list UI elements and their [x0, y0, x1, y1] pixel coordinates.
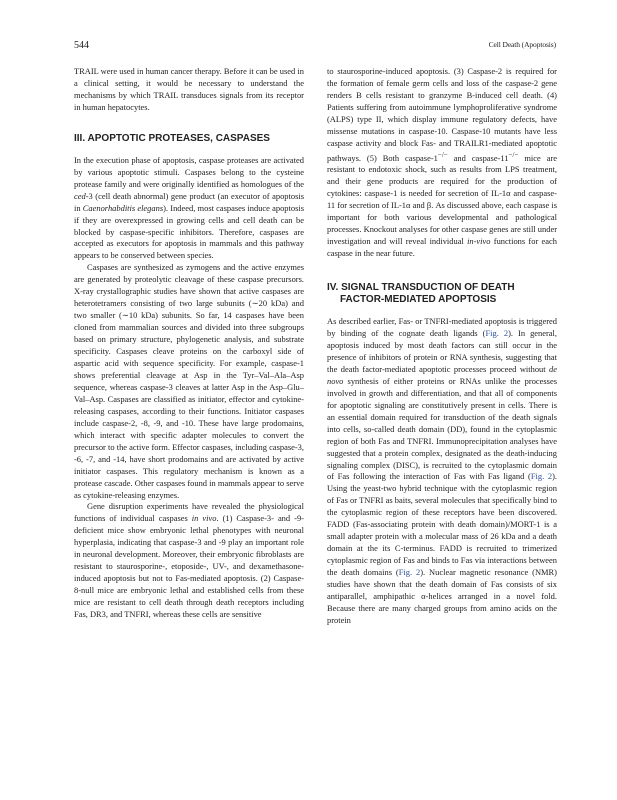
figure-2-link[interactable]: Fig. 2	[485, 328, 509, 339]
running-title: Cell Death (Apoptosis)	[488, 40, 556, 49]
section-4-heading-line-1: IV. SIGNAL TRANSDUCTION OF DEATH	[327, 282, 515, 294]
paragraph-zymogens: Caspases are synthesized as zymogens and the active enzymes are generated by proteolytic cleavage of these caspase precursors. X-ray crystallographic studies have shown that active caspases are heterotetramers consisting of two large subunits (∼20 kDa) and two smaller (∼10 kDa) subunits. So far, 14 caspases have been cloned from mammalian sources and divided into three subgroups based on primary structure, phylogenetic analysis, and substrate specificity. Caspases cleave proteins on the carboxyl side of aspartic acid with sequence specificity. For example, caspase-1 shows preferential cleavage at Asp in the Tyr–Val–Ala–Asp sequence, whereas caspase-3 cleaves at latter Asp in the Asp–Glu–Val–Asp. Caspases are classified as initiator, effector and cytokine-releasing caspases, according to their functions. Initiator caspases include caspase-2, -8, -9, and -10. These have large prodomains, which interact with specific adapter molecules to convert the precursor to the active form. Effector caspases, including caspase-3, -6, -7, and -14, have short prodomains and are activated by active initiator caspases. This regulatory mechanism is known as a protease cascade. Other caspases found in mammals appear to serve as cytokine-releasing enzymes.	[74, 262, 304, 500]
left-column	[74, 66, 304, 621]
paragraph-gene-disruption: Gene disruption experiments have revealed the physiological functions of individual caspases in vivo. (1) Caspase-3- and -9-deficient mice show embryonic lethal phenotypes with neuronal hyperplasia, indicating that caspase-3 and -9 play an important role in neuronal development. Moreover, their embryonic fibroblasts are resistant to staurosporine-, etoposide-, UV-, and dexamethasone-induced apoptosis but not to Fas-mediated apoptosis. (2) Caspase-8-null mice are embryonic lethal and established cells from these mice are resistant to cell death through death receptors including Fas, DR3, and TNFRI, whereas these cells are sensitive	[74, 501, 304, 620]
paragraph-continuation: to staurosporine-induced apoptosis. (3) Caspase-2 is required for the formation of female germ cells and loss of the caspase-2 gene renders B cells resistant to granzyme B-induced cell death. (4) Patients suffering from autoimmune lymphoproliferative syndrome (ALPS) type II, which display immune regulatory defects, have missense mutations in caspase-10. Caspase-10 mutants have less caspase activity and block Fas- and TRAILR1-mediated apoptotic pathways. (5) Both caspase-1−/− and caspase-11−/− mice are resistant to endotoxic shock, such as results from LPS treatment, and their gene products are required for the production of cytokines: caspase-1 is needed for secretion of IL-1α and caspase-11 for secretion of IL-1α and β. As discussed above, each caspase is important for both various developmental and pathological processes. Knockout analyses for other caspase genes are still under investigation and will reveal individual in-vivo functions for each caspase in the near future.	[327, 66, 558, 259]
page-number: 544	[74, 40, 89, 51]
section-4-heading-line-2: FACTOR-MEDIATED APOPTOSIS	[340, 294, 497, 306]
section-4-heading	[327, 282, 557, 306]
section-3-heading: III. APOPTOTIC PROTEASES, CASPASES	[74, 132, 270, 144]
right-column	[327, 66, 557, 627]
paragraph-execution-phase: In the execution phase of apoptosis, caspase proteases are activated by various apoptotic stimuli. Caspases belong to the cysteine protease family and were originally identified as homologues of the ced-3 (cell death abnormal) gene product (an executor of apoptosis in Caenorhabditis elegans). Indeed, most caspases induce apoptosis if they are overexpressed in growing cells and cell death can be blocked by caspase-specific inhibitors. Therefore, caspases are accepted as executors for apoptosis in mammals and this pathway appears to be conserved between species.	[74, 154, 304, 261]
intro-paragraph: TRAIL were used in human cancer therapy. Before it can be used in a clinical setting, it would be necessary to understand the mechanisms by which TRAIL transduces signals from its receptor in human hepatocytes.	[74, 66, 304, 112]
figure-2-link[interactable]: Fig. 2	[398, 567, 421, 578]
page-header	[74, 40, 556, 54]
figure-2-link[interactable]: Fig. 2	[530, 471, 553, 482]
paragraph-signal-transduction: As described earlier, Fas- or TNFRI-mediated apoptosis is triggered by binding of the cognate death ligands (Fig. 2). In general, apoptosis induced by most death factors can still occur in the presence of inhibitors of protein or RNA synthesis, suggesting that the death factor-mediated apoptotic processes proceed without de novo synthesis of either proteins or RNAs unlike the processes involved in growth and differentiation, and that all of components for apoptotic signaling are constitutively present in cells. There is an essential domain required for transduction of the death signals into cells, so-called death domain (DD), found in the cytoplasmic region of both Fas and TNFRI. Immunoprecipitation analyses have suggested that a protein complex, designated as the death-inducing signaling complex (DISC), is recruited to the cytoplasmic domain of Fas following the interaction of Fas with Fas ligand (Fig. 2). Using the yeast-two hybrid technique with the cytoplasmic region of Fas or TNFRI as baits, several molecules that specifically bind to the cytoplasmic region of these receptors have been discovered. FADD (Fas-associating protein with death domain)/MORT-1 is a small adapter protein with a molecular mass of 26 kDa and a death domain at the its C-terminus. FADD is recruited to trimerized cytoplasmic region of Fas and binds to Fas via interactions between the death domains (Fig. 2). Nuclear magnetic resonance (NMR) studies have shown that the death domain of Fas consists of six antiparallel, amphipathic α-helices arranged in a novel fold. Because there are many charged groups from amino acids on the protein	[327, 316, 557, 625]
